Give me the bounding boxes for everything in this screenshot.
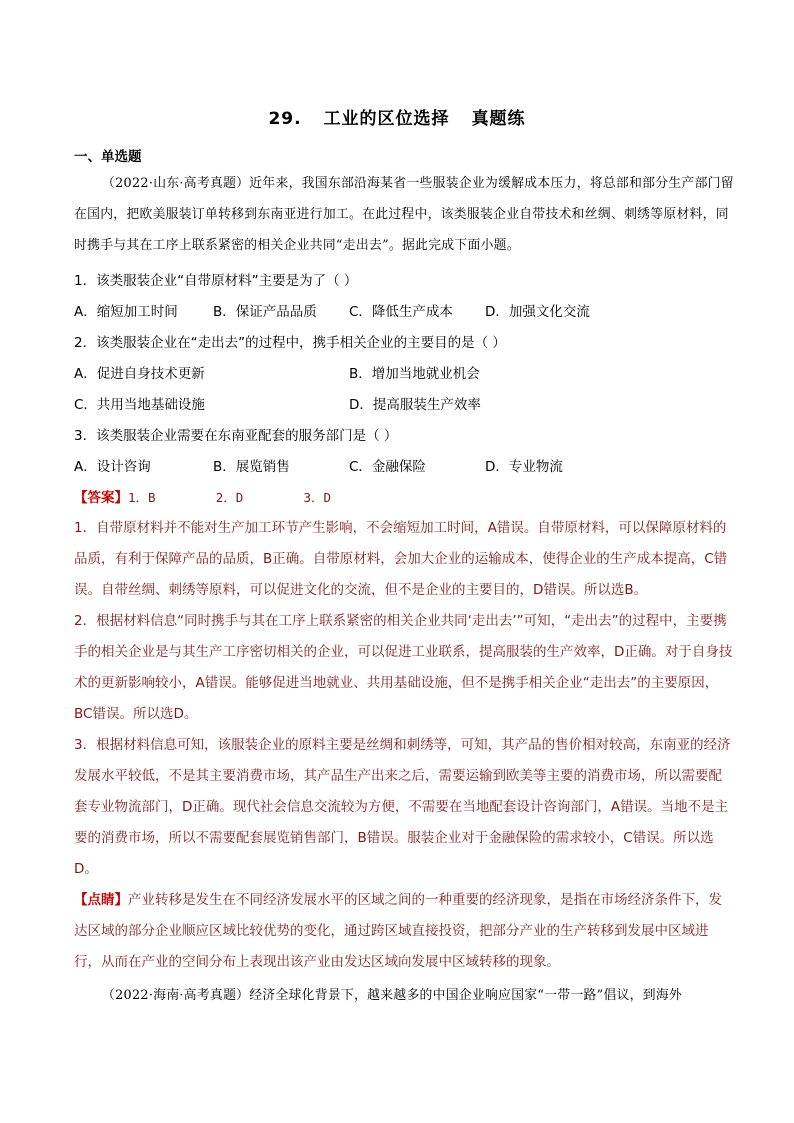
answer-items: 1．B 2．D 3．D xyxy=(128,490,332,505)
title-main: 工业的区位选择 xyxy=(323,109,450,129)
explanation-2-text: 2．根据材料信息“同时携手与其在工序上联系紧密的相关企业共同‘走出去’”可知，“走出去”的过程中，主要携手的相关企业是与其生产工序密切相关的企业，可以促进工业联系，提高服装的生产效率，D正确。对于自身技术的更新影响较小，A错误。能够促进当地就业、共用基础设施，但不是携手相关企业“走出去”的主要原因，BC错误。所以选D。 xyxy=(74,613,733,722)
q1-option-a[interactable]: A．缩短加工时间 xyxy=(74,304,178,320)
question-1-options xyxy=(74,297,734,328)
passage-2-text: （2022·海南·高考真题）经济全球化背景下，越来越多的中国企业响应国家“一带一路”倡议，到海外 xyxy=(102,988,683,1003)
title-number: 29. xyxy=(268,109,302,129)
question-3-stem: 3．该类服装企业需要在东南亚配套的服务部门是（ ） xyxy=(74,428,398,444)
passage-1-text: （2022·山东·高考真题）近年来，我国东部沿海某省一些服装企业为缓解成本压力，将总部和部分生产部门留在国内，把欧美服装订单转移到东南亚进行加工。在此过程中，该类服装企业自带技术和丝绸、刺绣等原材料，同时携手与其在工序上联系紧密的相关企业共同“走出去”。据此完成下面小题。 xyxy=(74,176,734,253)
q1-option-c[interactable]: C．降低生产成本 xyxy=(349,304,453,320)
q2-option-a[interactable]: A．促进自身技术更新 xyxy=(74,366,205,382)
q1-option-b[interactable]: B．保证产品品质 xyxy=(213,304,317,320)
explanation-1-text: 1．自带原材料并不能对生产加工环节产生影响，不会缩短加工时间，A错误。自带原材料，可以保障原材料的品质，有利于保障产品的品质，B正确。自带原材料，会加大企业的运输成本，使得企业的生产成本提高，C错误。自带丝绸、刺绣等原料，可以促进文化的交流，但不是企业的主要目的，D错误。所以选B。 xyxy=(74,520,728,598)
explanation-1 xyxy=(74,513,734,606)
title-sub: 真题练 xyxy=(471,109,526,129)
question-2-options-row1 xyxy=(74,359,734,390)
answer-label: 【答案】 xyxy=(74,490,128,506)
explanation-2 xyxy=(74,606,734,730)
tip-block xyxy=(74,885,734,978)
question-2-stem: 2．该类服装企业在“走出去”的过程中，携手相关企业的主要目的是（ ） xyxy=(74,335,506,351)
q2-option-c[interactable]: C．共用当地基础设施 xyxy=(74,397,205,413)
question-2-options-row2 xyxy=(74,390,734,421)
q3-option-b[interactable]: B．展览销售 xyxy=(213,459,290,475)
passage-1 xyxy=(74,168,734,261)
q3-option-a[interactable]: A．设计咨询 xyxy=(74,459,151,475)
page-title xyxy=(0,104,794,129)
explanation-3-text: 3．根据材料信息可知，该服装企业的原料主要是丝绸和刺绣等，可知，其产品的售价相对较高，东南亚的经济发展水平较低，不是其主要消费市场，其产品生产出来之后，需要运输到欧美等主要的消费市场，所以需要配套专业物流部门，D正确。现代社会信息交流较为方便，不需要在当地配套设计咨询部门，A错误。当地不是主要的消费市场，所以不需要配套展览销售部门，B错误。服装企业对于金融保险的需求较小，C错误。所以选D。 xyxy=(74,737,731,877)
q3-option-d[interactable]: D．专业物流 xyxy=(485,459,563,475)
question-1-stem: 1．该类服装企业“自带原材料”主要是为了（ ） xyxy=(74,273,358,289)
tip-label: 【点睛】 xyxy=(74,892,128,908)
answer-line xyxy=(74,482,734,513)
question-3-options xyxy=(74,452,734,483)
q3-option-c[interactable]: C．金融保险 xyxy=(349,459,426,475)
q2-option-d[interactable]: D．提高服装生产效率 xyxy=(349,397,481,413)
section-heading: 一、单选题 xyxy=(74,149,142,165)
q1-option-d[interactable]: D．加强文化交流 xyxy=(485,304,590,320)
q2-option-b[interactable]: B．增加当地就业机会 xyxy=(349,366,480,382)
tip-text: 产业转移是发生在不同经济发展水平的区域之间的一种重要的经济现象，是指在市场经济条件下，发达区域的部分企业顺应区域比较优势的变化，通过跨区域直接投资，把部分产业的生产转移到发展中区域进行，从而在产业的空间分布上表现出该产业由发达区域向发展中区域转移的现象。 xyxy=(74,892,722,970)
explanation-3 xyxy=(74,730,734,885)
passage-2 xyxy=(74,980,734,1011)
